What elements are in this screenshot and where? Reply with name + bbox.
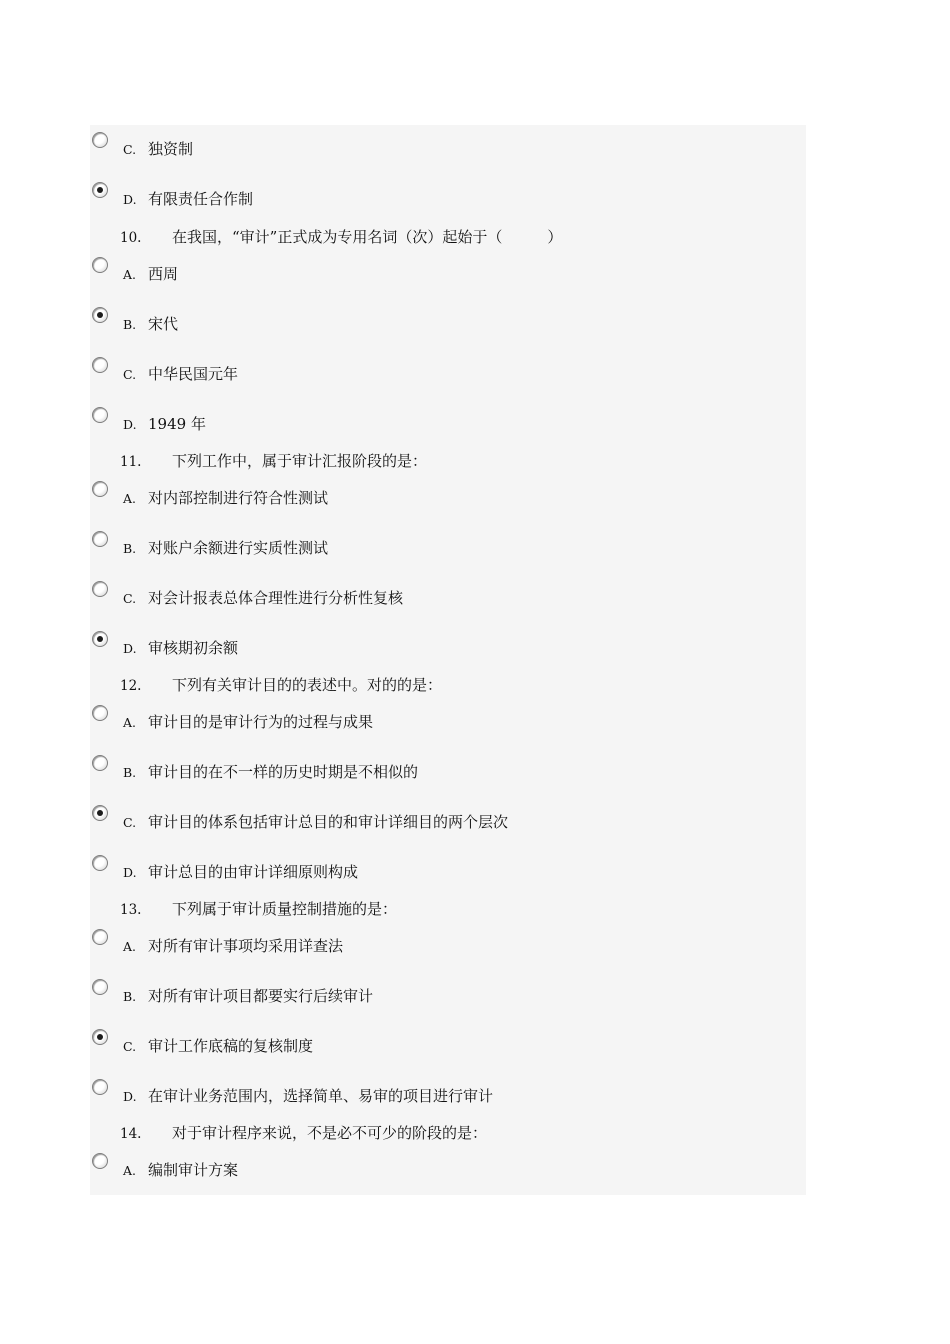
option-letter: D. <box>123 192 137 207</box>
option-text: 独资制 <box>148 140 194 158</box>
radio-button[interactable] <box>92 257 108 273</box>
option-letter: D. <box>123 641 137 656</box>
option-text: 审计目的是审计行为的过程与成果 <box>148 713 374 731</box>
question-stem <box>120 673 442 697</box>
option-letter: D. <box>123 865 137 880</box>
option-letter: C. <box>123 591 137 606</box>
answer-option[interactable] <box>92 361 692 387</box>
option-text: 对会计报表总体合理性进行分析性复核 <box>148 589 404 607</box>
radio-button-selected[interactable] <box>92 182 108 198</box>
option-text: 对所有审计事项均采用详查法 <box>148 937 344 955</box>
answer-option[interactable] <box>92 933 692 959</box>
option-letter: B. <box>123 317 137 332</box>
option-text: 有限责任合作制 <box>148 190 254 208</box>
radio-button[interactable] <box>92 929 108 945</box>
radio-button[interactable] <box>92 855 108 871</box>
answer-option[interactable] <box>92 809 692 835</box>
answer-option[interactable] <box>92 186 692 212</box>
option-letter: A. <box>123 491 137 506</box>
answer-option[interactable] <box>92 709 692 735</box>
option-text: 对所有审计项目都要实行后续审计 <box>148 987 374 1005</box>
radio-dot-icon <box>97 636 103 642</box>
question-text: 下列属于审计质量控制措施的是： <box>172 900 398 918</box>
answer-option[interactable] <box>92 1083 692 1109</box>
question-text: 下列有关审计目的的表述中。对的的是： <box>172 676 443 694</box>
question-number: 14. <box>120 1126 142 1142</box>
radio-button-selected[interactable] <box>92 631 108 647</box>
radio-button[interactable] <box>92 1153 108 1169</box>
radio-dot-icon <box>97 810 103 816</box>
radio-button[interactable] <box>92 531 108 547</box>
option-letter: B. <box>123 765 137 780</box>
option-letter: C. <box>123 367 137 382</box>
option-letter: A. <box>123 1163 137 1178</box>
question-number: 13. <box>120 902 142 918</box>
radio-button-selected[interactable] <box>92 1029 108 1045</box>
radio-button-selected[interactable] <box>92 805 108 821</box>
option-letter: A. <box>123 715 137 730</box>
option-letter: A. <box>123 267 137 282</box>
option-letter: D. <box>123 417 137 432</box>
option-text: 对账户余额进行实质性测试 <box>148 539 329 557</box>
answer-option[interactable] <box>92 411 692 437</box>
radio-button[interactable] <box>92 1079 108 1095</box>
answer-option[interactable] <box>92 485 692 511</box>
question-number: 10. <box>120 230 142 246</box>
question-text: 下列工作中，属于审计汇报阶段的是： <box>172 452 428 470</box>
answer-option[interactable] <box>92 859 692 885</box>
option-letter: B. <box>123 541 137 556</box>
answer-option[interactable] <box>92 311 692 337</box>
radio-dot-icon <box>97 187 103 193</box>
radio-button[interactable] <box>92 755 108 771</box>
answer-option[interactable] <box>92 535 692 561</box>
question-number: 12. <box>120 678 142 694</box>
radio-dot-icon <box>97 1034 103 1040</box>
radio-button[interactable] <box>92 581 108 597</box>
radio-button[interactable] <box>92 705 108 721</box>
radio-button-selected[interactable] <box>92 307 108 323</box>
option-text: 1949 年 <box>148 415 206 433</box>
answer-option[interactable] <box>92 585 692 611</box>
answer-option[interactable] <box>92 261 692 287</box>
option-text: 审计目的在不一样的历史时期是不相似的 <box>148 763 419 781</box>
question-stem <box>120 449 427 473</box>
radio-button[interactable] <box>92 481 108 497</box>
option-text: 审计工作底稿的复核制度 <box>148 1037 314 1055</box>
option-text: 西周 <box>148 265 179 283</box>
radio-button[interactable] <box>92 357 108 373</box>
answer-option[interactable] <box>92 1033 692 1059</box>
question-stem <box>120 225 562 249</box>
question-number: 11. <box>120 454 142 470</box>
option-text: 在审计业务范围内，选择简单、易审的项目进行审计 <box>148 1087 494 1105</box>
option-text: 审计总目的由审计详细原则构成 <box>148 863 359 881</box>
answer-option[interactable] <box>92 983 692 1009</box>
answer-option[interactable] <box>92 759 692 785</box>
radio-button[interactable] <box>92 979 108 995</box>
option-letter: C. <box>123 1039 137 1054</box>
answer-option[interactable] <box>92 1157 692 1183</box>
radio-button[interactable] <box>92 407 108 423</box>
option-text: 编制审计方案 <box>148 1161 239 1179</box>
question-text: 对于审计程序来说，不是必不可少的阶段的是： <box>172 1124 488 1142</box>
option-text: 审核期初余额 <box>148 639 239 657</box>
option-text: 宋代 <box>148 315 179 333</box>
answer-option[interactable] <box>92 136 692 162</box>
option-text: 中华民国元年 <box>148 365 239 383</box>
answer-option[interactable] <box>92 635 692 661</box>
radio-button[interactable] <box>92 132 108 148</box>
question-stem <box>120 1121 487 1145</box>
option-letter: B. <box>123 989 137 1004</box>
option-text: 审计目的体系包括审计总目的和审计详细目的两个层次 <box>148 813 509 831</box>
option-letter: D. <box>123 1089 137 1104</box>
question-text: 在我国，“审计”正式成为专用名词（次）起始于（ ） <box>172 228 563 246</box>
radio-dot-icon <box>97 312 103 318</box>
option-text: 对内部控制进行符合性测试 <box>148 489 329 507</box>
question-stem <box>120 897 397 921</box>
option-letter: C. <box>123 142 137 157</box>
option-letter: A. <box>123 939 137 954</box>
option-letter: C. <box>123 815 137 830</box>
